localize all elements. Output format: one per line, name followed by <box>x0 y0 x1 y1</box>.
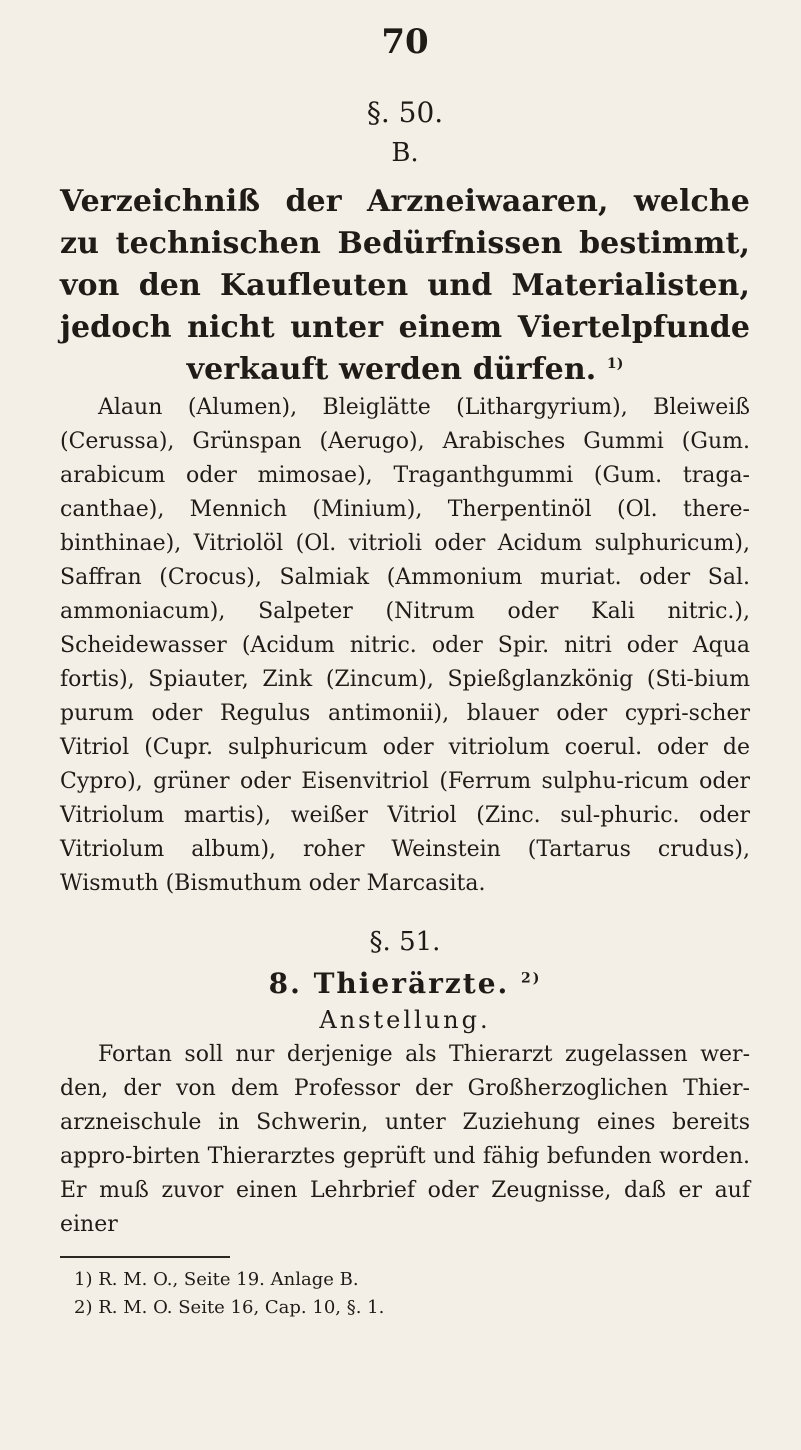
section-8-heading <box>60 967 750 1000</box>
section-50-heading: §. 50. <box>366 96 444 129</box>
substances-list: Alaun (Alumen), Bleiglätte (Lithargyrium), Bleiweiß (Cerussa), Grünspan (Aerugo), Arabisches Gummi (Gum. arabicum oder mimosae), Traganthgummi (Gum. traga-canthae), Mennich (Minium), Therpentinöl (Ol. there-binthinae), Vitriolöl (Ol. vitrioli oder Acidum sulphuricum), Saffran (Crocus), Salmiak (Ammonium muriat. oder Sal. ammoniacum), Salpeter (Nitrum oder Kali nitric.), Scheidewasser (Acidum nitric. oder Spir. nitri oder Aqua fortis), Spiauter, Zink (Zincum), Spießglanzkönig (Sti-bium purum oder Regulus antimonii), blauer oder cypri-scher Vitriol (Cupr. sulphuricum oder vitriolum coerul. oder de Cypro), grüner oder Eisenvitriol (Ferrum sulphu-ricum oder Vitriolum martis), weißer Vitriol (Zinc. sul-phuric. oder Vitriolum album), roher Weinstein (Tartarus crudus), Wismuth (Bismuthum oder Marcasita. <box>60 395 750 896</box>
footnote-divider <box>60 1256 230 1258</box>
list-heading-text: Verzeichniß der Arzneiwaaren, welche zu technischen Bedürfnissen bestimmt, von den Kaufleuten und Materialisten, jedoch nicht unter einem Viertelpfunde verkauft werden dürfen. <box>60 184 750 387</box>
section-51-body: Fortan soll nur derjenige als Thierarzt zugelassen wer-den, der von dem Professor der Großherzoglichen Thier-arzneischule in Schwerin, unter Zuziehung eines bereits appro-birten Thierarztes geprüft und fähig befunden worden. Er muß zuvor einen Lehrbrief oder Zeugnisse, daß er auf einer <box>60 1042 750 1237</box>
section-51-heading: §. 51. <box>369 927 441 957</box>
anstellung-heading: Anstellung. <box>319 1006 491 1034</box>
section-8-title: 8. Thierärzte. <box>268 967 510 1000</box>
heading-footnote-ref: 1) <box>606 356 624 372</box>
footnote-2: 2) R. M. O. Seite 16, Cap. 10, §. 1. <box>74 1297 385 1318</box>
page-number: 70 <box>381 22 429 62</box>
subsection-b-label: B. <box>391 138 419 168</box>
book-page <box>60 20 750 1430</box>
list-heading <box>60 181 750 391</box>
footnote-1: 1) R. M. O., Seite 19. Anlage B. <box>74 1269 359 1290</box>
section-8-footnote-ref: 2) <box>521 970 542 987</box>
